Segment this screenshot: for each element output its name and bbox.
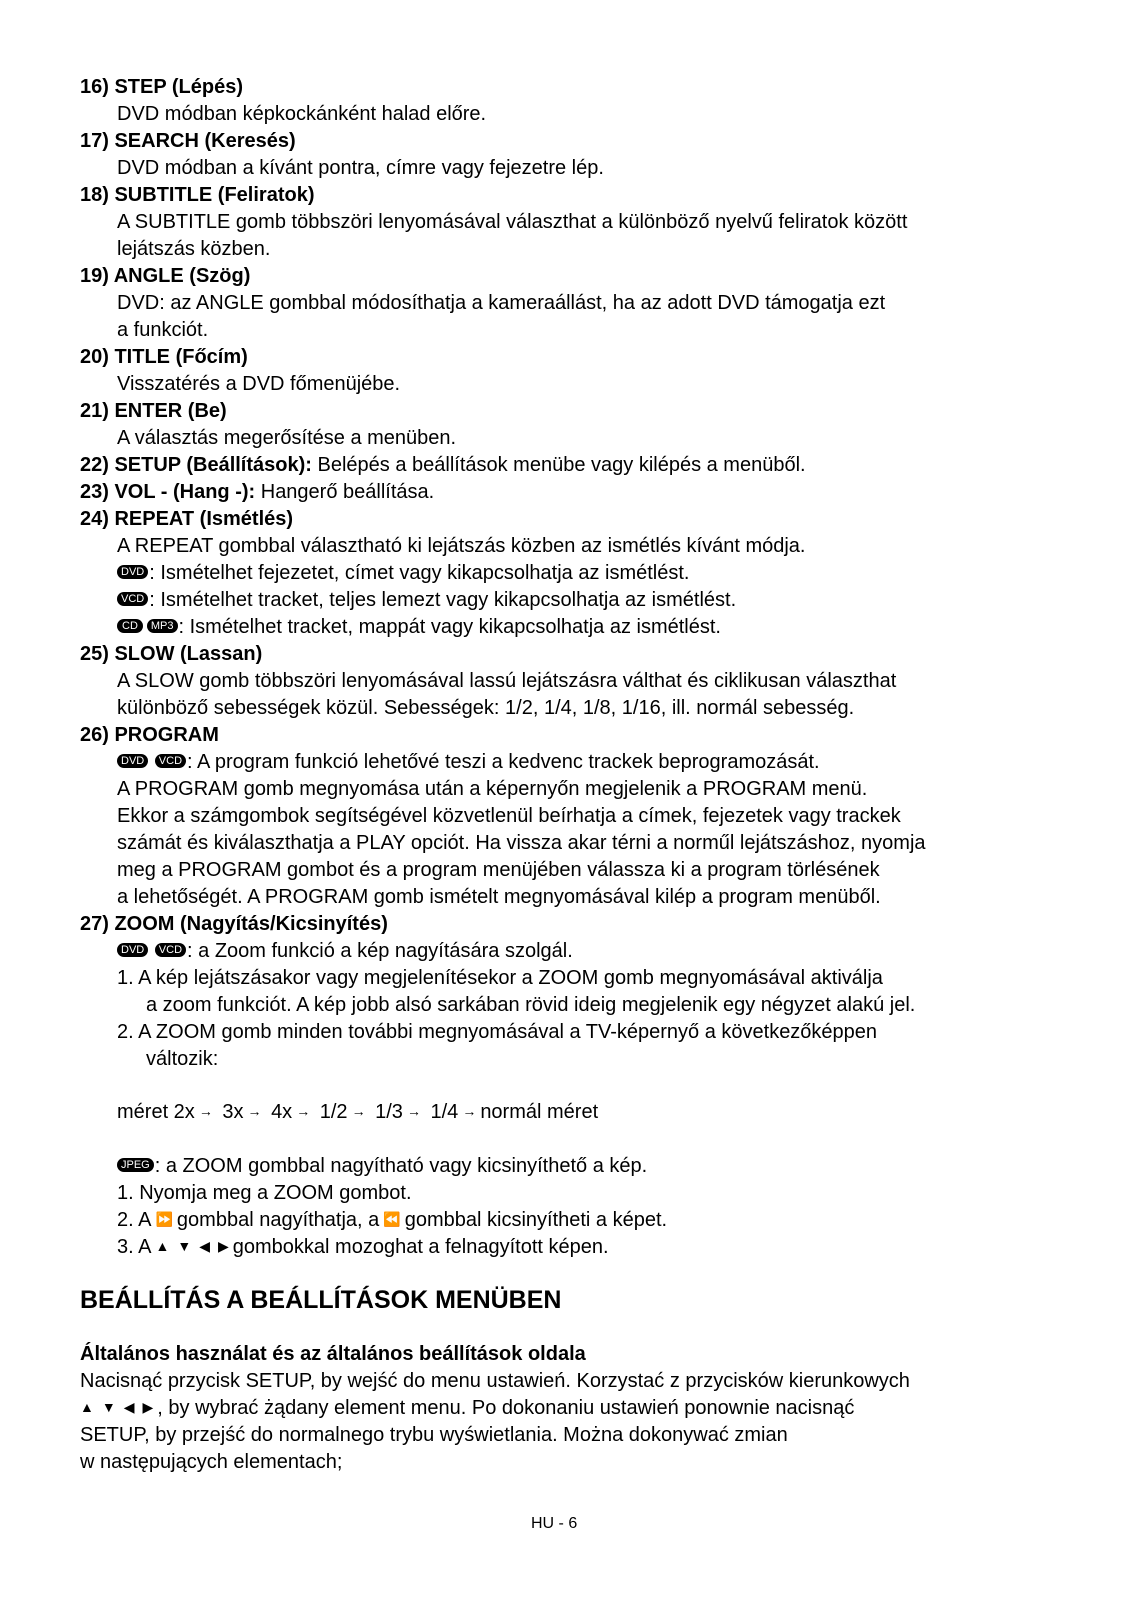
item-19-desc-1: DVD: az ANGLE gombbal módosíthatja a kameraállást, ha az adott DVD támogatja ezt bbox=[117, 292, 886, 314]
vcd-badge-icon: VCD bbox=[155, 754, 186, 768]
zoom-sequence bbox=[117, 1099, 598, 1126]
item-24-desc-1: A REPEAT gombbal választható ki lejátszás közben az ismétlés kívánt módja. bbox=[117, 535, 806, 557]
item-26-title: 26) PROGRAM bbox=[80, 724, 219, 746]
fast-forward-icon: ⏩ bbox=[155, 1211, 173, 1227]
section-heading: BEÁLLÍTÁS A BEÁLLÍTÁSOK MENÜBEN bbox=[80, 1286, 562, 1314]
arrow-right-icon: ▶ bbox=[142, 1399, 154, 1415]
cd-badge-icon: CD bbox=[117, 619, 143, 633]
item-26-desc-6: a lehetőségét. A PROGRAM gomb ismételt megnyomásával kilép a program menüből. bbox=[117, 886, 881, 908]
zoom-step: 1/3 bbox=[375, 1101, 403, 1123]
arrow-right-icon: ▶ bbox=[217, 1238, 229, 1254]
section-para-1: Nacisnąć przycisk SETUP, by wejść do menu ustawień. Korzystać z przycisków kierunkowych bbox=[80, 1370, 910, 1392]
jpeg-step-3 bbox=[117, 1234, 609, 1261]
dvd-badge-icon: DVD bbox=[117, 943, 148, 957]
arrow-right-icon: → bbox=[247, 1103, 262, 1119]
jpeg-step-2-end: gombbal kicsinyítheti a képet. bbox=[404, 1209, 668, 1231]
item-27-list-1b: a zoom funkciót. A kép jobb alsó sarkában rövid ideig megjelenik egy négyzet alakú jel. bbox=[146, 994, 916, 1016]
item-18-desc-1: A SUBTITLE gomb többszöri lenyomásával választhat a különböző nyelvű feliratok között bbox=[117, 211, 908, 233]
item-19-desc-2: a funkciót. bbox=[117, 319, 209, 341]
item-24-vcd-line bbox=[117, 587, 736, 613]
arrow-down-icon: ▼ bbox=[177, 1238, 192, 1254]
jpeg-line bbox=[117, 1153, 647, 1179]
arrow-left-icon: ◀ bbox=[123, 1399, 135, 1415]
item-26-desc-2: A PROGRAM gomb megnyomása után a képernyőn megjelenik a PROGRAM menü. bbox=[117, 778, 868, 800]
arrow-right-icon: → bbox=[198, 1103, 213, 1119]
item-24-desc-3: : Ismételhet tracket, teljes lemezt vagy kikapcsolhatja az ismétlést. bbox=[149, 589, 737, 611]
item-16-desc: DVD módban képkockánként halad előre. bbox=[117, 103, 487, 125]
item-23 bbox=[80, 479, 434, 505]
item-27-list-2b: változik: bbox=[146, 1048, 219, 1070]
item-18-title: 18) SUBTITLE (Feliratok) bbox=[80, 184, 315, 206]
zoom-step: 4x bbox=[271, 1101, 293, 1123]
section-para-4: w następujących elementach; bbox=[80, 1451, 343, 1473]
item-24-desc-4: : Ismételhet tracket, mappát vagy kikapcsolhatja az ismétlést. bbox=[178, 616, 721, 638]
jpeg-step-3-end: gombokkal mozoghat a felnagyított képen. bbox=[232, 1236, 609, 1258]
dvd-badge-icon: DVD bbox=[117, 754, 148, 768]
item-24-title: 24) REPEAT (Ismétlés) bbox=[80, 508, 294, 530]
item-22 bbox=[80, 452, 806, 478]
zoom-step: 1/4 bbox=[430, 1101, 459, 1123]
jpeg-desc: : a ZOOM gombbal nagyítható vagy kicsinyíthető a kép. bbox=[154, 1155, 648, 1177]
item-22-title: 22) SETUP (Beállítások): bbox=[80, 454, 312, 476]
item-18-desc-2: lejátszás közben. bbox=[117, 238, 271, 260]
item-27-list-2a: 2. A ZOOM gomb minden további megnyomásával a TV-képernyő a következőképpen bbox=[117, 1021, 878, 1043]
item-27-title: 27) ZOOM (Nagyítás/Kicsinyítés) bbox=[80, 913, 388, 935]
item-20-title: 20) TITLE (Főcím) bbox=[80, 346, 248, 368]
section-para-2 bbox=[80, 1395, 854, 1422]
jpeg-step-2-prefix: 2. A bbox=[117, 1209, 152, 1231]
item-21-title: 21) ENTER (Be) bbox=[80, 400, 227, 422]
item-27-badge-line bbox=[117, 938, 573, 964]
item-25-desc-1: A SLOW gomb többszöri lenyomásával lassú lejátszásra válthat és ciklikusan választhat bbox=[117, 670, 897, 692]
jpeg-step-3-prefix: 3. A bbox=[117, 1236, 152, 1258]
dvd-badge-icon: DVD bbox=[117, 565, 148, 579]
item-23-title: 23) VOL - (Hang -): bbox=[80, 481, 256, 503]
arrow-right-icon: → bbox=[462, 1103, 477, 1119]
item-17-desc: DVD módban a kívánt pontra, címre vagy fejezetre lép. bbox=[117, 157, 604, 179]
arrow-right-icon: → bbox=[406, 1103, 421, 1119]
mp3-badge-icon: MP3 bbox=[147, 619, 178, 633]
vcd-badge-icon: VCD bbox=[155, 943, 186, 957]
rewind-icon: ⏪ bbox=[383, 1211, 401, 1227]
jpeg-badge-icon: JPEG bbox=[117, 1158, 154, 1172]
item-26-desc-5: meg a PROGRAM gombot és a program menüjében válassza ki a program törlésének bbox=[117, 859, 880, 881]
zoom-step: 3x bbox=[222, 1101, 244, 1123]
arrow-down-icon: ▼ bbox=[101, 1399, 116, 1415]
arrow-left-icon: ◀ bbox=[199, 1238, 210, 1254]
item-22-desc: Belépés a beállítások menübe vagy kilépés a menüből. bbox=[311, 454, 806, 476]
item-20-desc: Visszatérés a DVD főmenüjébe. bbox=[117, 373, 401, 395]
section-para-2-text: , by wybrać żądany element menu. Po dokonaniu ustawień ponownie nacisnąć bbox=[157, 1397, 855, 1419]
arrow-right-icon: → bbox=[351, 1103, 366, 1119]
item-25-title: 25) SLOW (Lassan) bbox=[80, 643, 263, 665]
jpeg-step-2-mid: gombbal nagyíthatja, a bbox=[176, 1209, 380, 1231]
item-21-desc: A választás megerősítése a menüben. bbox=[117, 427, 457, 449]
item-26-desc-1: : A program funkció lehetővé teszi a kedvenc trackek beprogramozását. bbox=[187, 751, 820, 773]
arrow-up-icon: ▲ bbox=[155, 1238, 170, 1254]
item-19-title: 19) ANGLE (Szög) bbox=[80, 265, 251, 287]
section-subheading: Általános használat és az általános beállítások oldala bbox=[80, 1343, 586, 1365]
item-17-title: 17) SEARCH (Keresés) bbox=[80, 130, 296, 152]
zoom-step: méret 2x bbox=[117, 1101, 195, 1123]
item-26-desc-3: Ekkor a számgombok segítségével közvetlenül beírhatja a címek, fejezetek vagy trackek bbox=[117, 805, 901, 827]
item-27-list-1a: 1. A kép lejátszásakor vagy megjelenítésekor a ZOOM gomb megnyomásával aktiválja bbox=[117, 967, 883, 989]
jpeg-step-1: 1. Nyomja meg a ZOOM gombot. bbox=[117, 1182, 412, 1204]
item-24-cd-mp3-line bbox=[117, 614, 721, 640]
vcd-badge-icon: VCD bbox=[117, 592, 148, 606]
arrow-right-icon: → bbox=[296, 1103, 311, 1119]
item-27-desc-1: : a Zoom funkció a kép nagyítására szolgál. bbox=[187, 940, 573, 962]
zoom-step: normál méret bbox=[480, 1101, 599, 1123]
zoom-step: 1/2 bbox=[319, 1101, 348, 1123]
section-para-3: SETUP, by przejść do normalnego trybu wyświetlania. Można dokonywać zmian bbox=[80, 1424, 788, 1446]
item-26-badge-line bbox=[117, 749, 820, 775]
item-25-desc-2: különböző sebességek közül. Sebességek: 1/2, 1/4, 1/8, 1/16, ill. normál sebesség. bbox=[117, 697, 855, 719]
item-16-title: 16) STEP (Lépés) bbox=[80, 76, 244, 98]
arrow-up-icon: ▲ bbox=[80, 1399, 94, 1415]
item-26-desc-4: számát és kiválaszthatja a PLAY opciót. Ha vissza akar térni a norműl lejátszáshoz, nyomja bbox=[117, 832, 926, 854]
item-23-desc: Hangerő beállítása. bbox=[255, 481, 435, 503]
page-number: HU - 6 bbox=[531, 1515, 578, 1532]
item-24-dvd-line bbox=[117, 560, 689, 586]
item-24-desc-2: : Ismételhet fejezetet, címet vagy kikapcsolhatja az ismétlést. bbox=[149, 562, 690, 584]
jpeg-step-2 bbox=[117, 1207, 667, 1234]
